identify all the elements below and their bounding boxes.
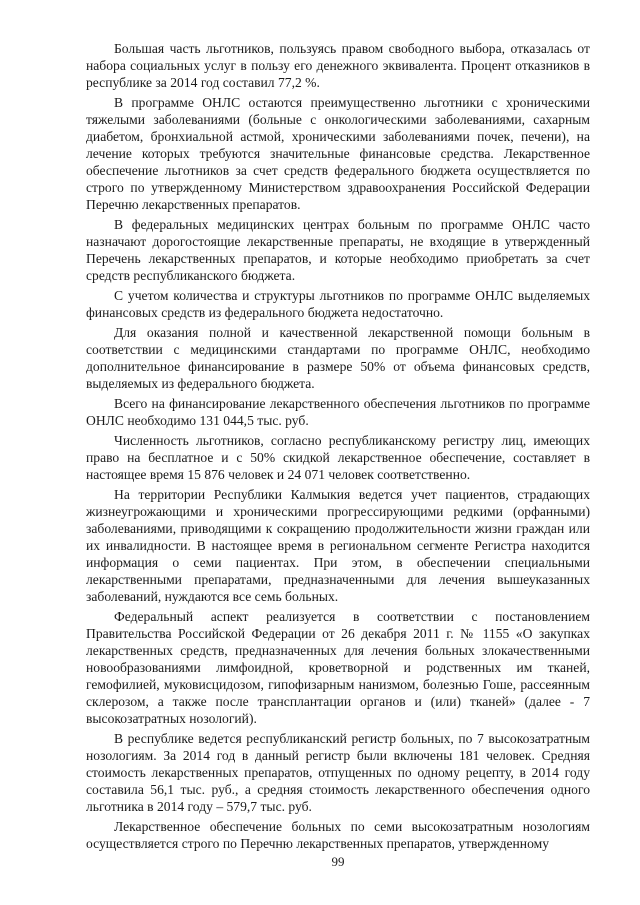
paragraph-2: В программе ОНЛС остаются преимущественно льготники с хроническими тяжелыми заболеваниями (больные с онкологическими заболеваниями, сахарным диабетом, бронхиальной астмой, хроническими заболеваниями почек, печени), на лечение которых требуются значительные финансовые средства. Лекарственное обеспечение льготников за счет средств федерального бюджета осуществляется по строго по утвержденному Министерством здравоохранения Российской Федерации Перечню лекарственных препаратов. [86, 95, 590, 212]
paragraph-10: В республике ведется республиканский регистр больных, по 7 высокозатратным нозологиям. За 2014 год в данный регистр были включены 181 человек. Средняя стоимость лекарственных препаратов, отпущенных по одному рецепту, в 2014 году составила 56,1 тыс. руб., а средняя стоимость лекарственного обеспечения одного льготника в 2014 году – 579,7 тыс. руб. [86, 731, 590, 814]
page-number: 99 [331, 854, 345, 869]
paragraph-1: Большая часть льготников, пользуясь правом свободного выбора, отказалась от набора социальных услуг в пользу его денежного эквивалента. Процент отказников в республике за 2014 год составил 77,2 %. [86, 41, 590, 90]
paragraph-8: На территории Республики Калмыкия ведется учет пациентов, страдающих жизнеугрожающими и хроническими прогрессирующими редкими (орфанными) заболеваниями, приводящими к сокращению продолжительности жизни граждан или их инвалидности. В настоящее время в региональном сегменте Регистра находится информация о семи пациентах. При этом, в обеспечении специальными лекарственными препаратами, предназначенными для лечения вышеуказанных заболеваний, нуждаются все семь больных. [86, 487, 590, 604]
paragraph-11: Лекарственное обеспечение больных по семи высокозатратным нозологиям осуществляется строго по Перечню лекарственных препаратов, утвержденному [86, 819, 590, 851]
paragraph-3: В федеральных медицинских центрах больным по программе ОНЛС часто назначают дорогостоящие лекарственные препараты, не входящие в утвержденный Перечень лекарственных препаратов, и которые необходимо приобретать за счет средств республиканского бюджета. [86, 217, 590, 283]
paragraph-7: Численность льготников, согласно республиканскому регистру лиц, имеющих право на бесплатное и с 50% скидкой лекарственное обеспечение, составляет в настоящее время 15 876 человек и 24 071 человек соответственно. [86, 433, 590, 482]
paragraph-4: С учетом количества и структуры льготников по программе ОНЛС выделяемых финансовых средств из федерального бюджета недостаточно. [86, 288, 590, 320]
paragraph-5: Для оказания полной и качественной лекарственной помощи больным в соответствии с медицинскими стандартами по программе ОНЛС, необходимо дополнительное финансирование в размере 50% от объема финансовых средств, выделяемых из федерального бюджета. [86, 325, 590, 391]
paragraph-9: Федеральный аспект реализуется в соответствии с постановлением Правительства Российской Федерации от 26 декабря 2011 г. № 1155 «О закупках лекарственных средств, предназначенных для лечения больных злокачественными новообразованиями лимфоидной, кроветворной и родственных им тканей, гемофилией, муковисцидозом, гипофизарным нанизмом, болезнью Гоше, рассеянным склерозом, а также после трансплантации органов и (или) тканей» (далее - 7 высокозатратных нозологий). [86, 609, 590, 726]
body-text [86, 40, 590, 852]
paragraph-6: Всего на финансирование лекарственного обеспечения льготников по программе ОНЛС необходимо 131 044,5 тыс. руб. [86, 396, 590, 428]
